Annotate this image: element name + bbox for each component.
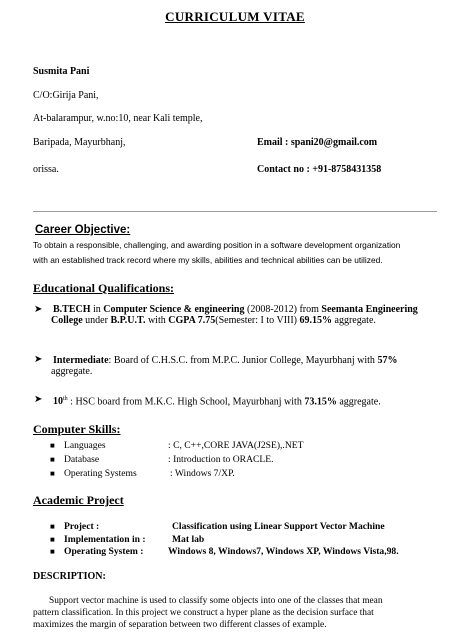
- project-heading: Academic Project: [33, 493, 124, 507]
- career-objective-text: [33, 238, 453, 268]
- skill-value: : Windows 7/XP.: [170, 468, 235, 479]
- degree-btech: B.TECH: [53, 304, 91, 315]
- project-value: Classification using Linear Support Vector Machine: [172, 521, 385, 532]
- college: Seemanta Engineering College: [51, 304, 418, 326]
- text-run: : HSC board from M.K.C. High School, Mayurbhanj with: [67, 396, 305, 408]
- candidate-name: Susmita Pani: [33, 66, 90, 77]
- skill-row: [50, 440, 304, 451]
- square-bullet-icon: ■: [50, 469, 55, 478]
- skill-label: Operating Systems: [64, 468, 137, 479]
- education-heading: Educational Qualifications:: [33, 281, 175, 295]
- text-run: aggregate.: [332, 315, 376, 326]
- implementation-label: Implementation in :: [64, 534, 146, 545]
- description-line-1: Support vector machine is used to classify some objects into one of the classes that mean: [49, 596, 383, 606]
- square-bullet-icon: ■: [50, 535, 55, 544]
- project-row: [50, 521, 385, 532]
- career-objective-heading: Career Objective:: [35, 224, 131, 236]
- description-text: [33, 595, 443, 631]
- skills-heading: Computer Skills:: [33, 422, 121, 436]
- text-run: (Semester: I to VIII): [215, 315, 300, 326]
- description-heading: DESCRIPTION:: [33, 571, 106, 582]
- phone-value: +91-8758431358: [312, 164, 382, 175]
- text-run: in: [90, 304, 104, 315]
- education-item-intermediate: [51, 355, 431, 377]
- text-run: (2008-2012) from: [244, 304, 322, 315]
- project-row: [50, 546, 399, 557]
- arrow-bullet-icon: ➤: [34, 304, 43, 315]
- square-bullet-icon: ■: [50, 547, 55, 556]
- email-label: Email :: [257, 137, 291, 148]
- project-row: [50, 534, 205, 545]
- 10th-percent: 73.15%: [304, 396, 337, 408]
- intermediate-percent: 57%: [377, 355, 398, 366]
- skill-value: : C, C++,CORE JAVA(J2SE),.NET: [168, 440, 304, 451]
- education-item-btech: [51, 304, 426, 326]
- text-run: aggregate.: [336, 396, 381, 408]
- square-bullet-icon: ■: [50, 441, 55, 450]
- skill-label: Languages: [64, 440, 106, 451]
- address-line-4: orissa.: [33, 164, 59, 175]
- degree-intermediate: Intermediate: [53, 355, 109, 366]
- text-run: aggregate.: [51, 366, 93, 377]
- address-line-2: At-balarampur, w.no:10, near Kali temple,: [33, 113, 203, 124]
- text-run: under: [82, 315, 111, 326]
- square-bullet-icon: ■: [50, 522, 55, 531]
- career-objective-line-1: To obtain a responsible, challenging, and awarding position in a software development organization: [33, 240, 401, 250]
- degree-10th: 10: [53, 396, 63, 408]
- cgpa: CGPA 7.75: [168, 315, 216, 326]
- skill-value: : Introduction to ORACLE.: [168, 454, 274, 465]
- section-divider: [33, 211, 437, 212]
- address-line-3: Baripada, Mayurbhanj,: [33, 137, 126, 148]
- document-title: CURRICULUM VITAE: [165, 9, 305, 24]
- project-label: Project :: [64, 521, 100, 532]
- btech-percent: 69.15%: [299, 315, 333, 326]
- phone-label: Contact no :: [257, 164, 313, 175]
- implementation-value: Mat lab: [172, 534, 205, 545]
- text-run: : Board of C.H.S.C. from M.P.C. Junior College, Mayurbhanj with: [108, 355, 378, 366]
- phone-row: [257, 164, 381, 175]
- email-row: [257, 137, 377, 148]
- address-line-1: C/O:Girija Pani,: [33, 90, 99, 101]
- email-value[interactable]: spani20@gmail.com: [290, 137, 378, 148]
- education-item-10th: [51, 394, 431, 407]
- description-line-2: pattern classification. In this project we construct a hyper plane as the decision surface that: [33, 608, 374, 618]
- skill-row: [50, 454, 274, 465]
- ordinal-suffix: th: [63, 396, 68, 402]
- description-line-3: maximizes the margin of separation between two different classes of example.: [33, 620, 327, 630]
- branch: Computer Science & engineering: [103, 304, 245, 315]
- career-objective-line-2: with an established track record where my skills, abilities and technical abilities can be utilized.: [33, 255, 383, 265]
- skill-label: Database: [64, 454, 100, 465]
- board: B.P.U.T.: [110, 315, 146, 326]
- os-label: Operating System :: [64, 546, 144, 557]
- text-run: with: [145, 315, 169, 326]
- arrow-bullet-icon: ➤: [34, 354, 43, 365]
- square-bullet-icon: ■: [50, 455, 55, 464]
- os-value: Windows 8, Windows7, Windows XP, Windows Vista,98.: [168, 546, 399, 557]
- skill-row: [50, 468, 235, 479]
- arrow-bullet-icon: ➤: [34, 394, 43, 405]
